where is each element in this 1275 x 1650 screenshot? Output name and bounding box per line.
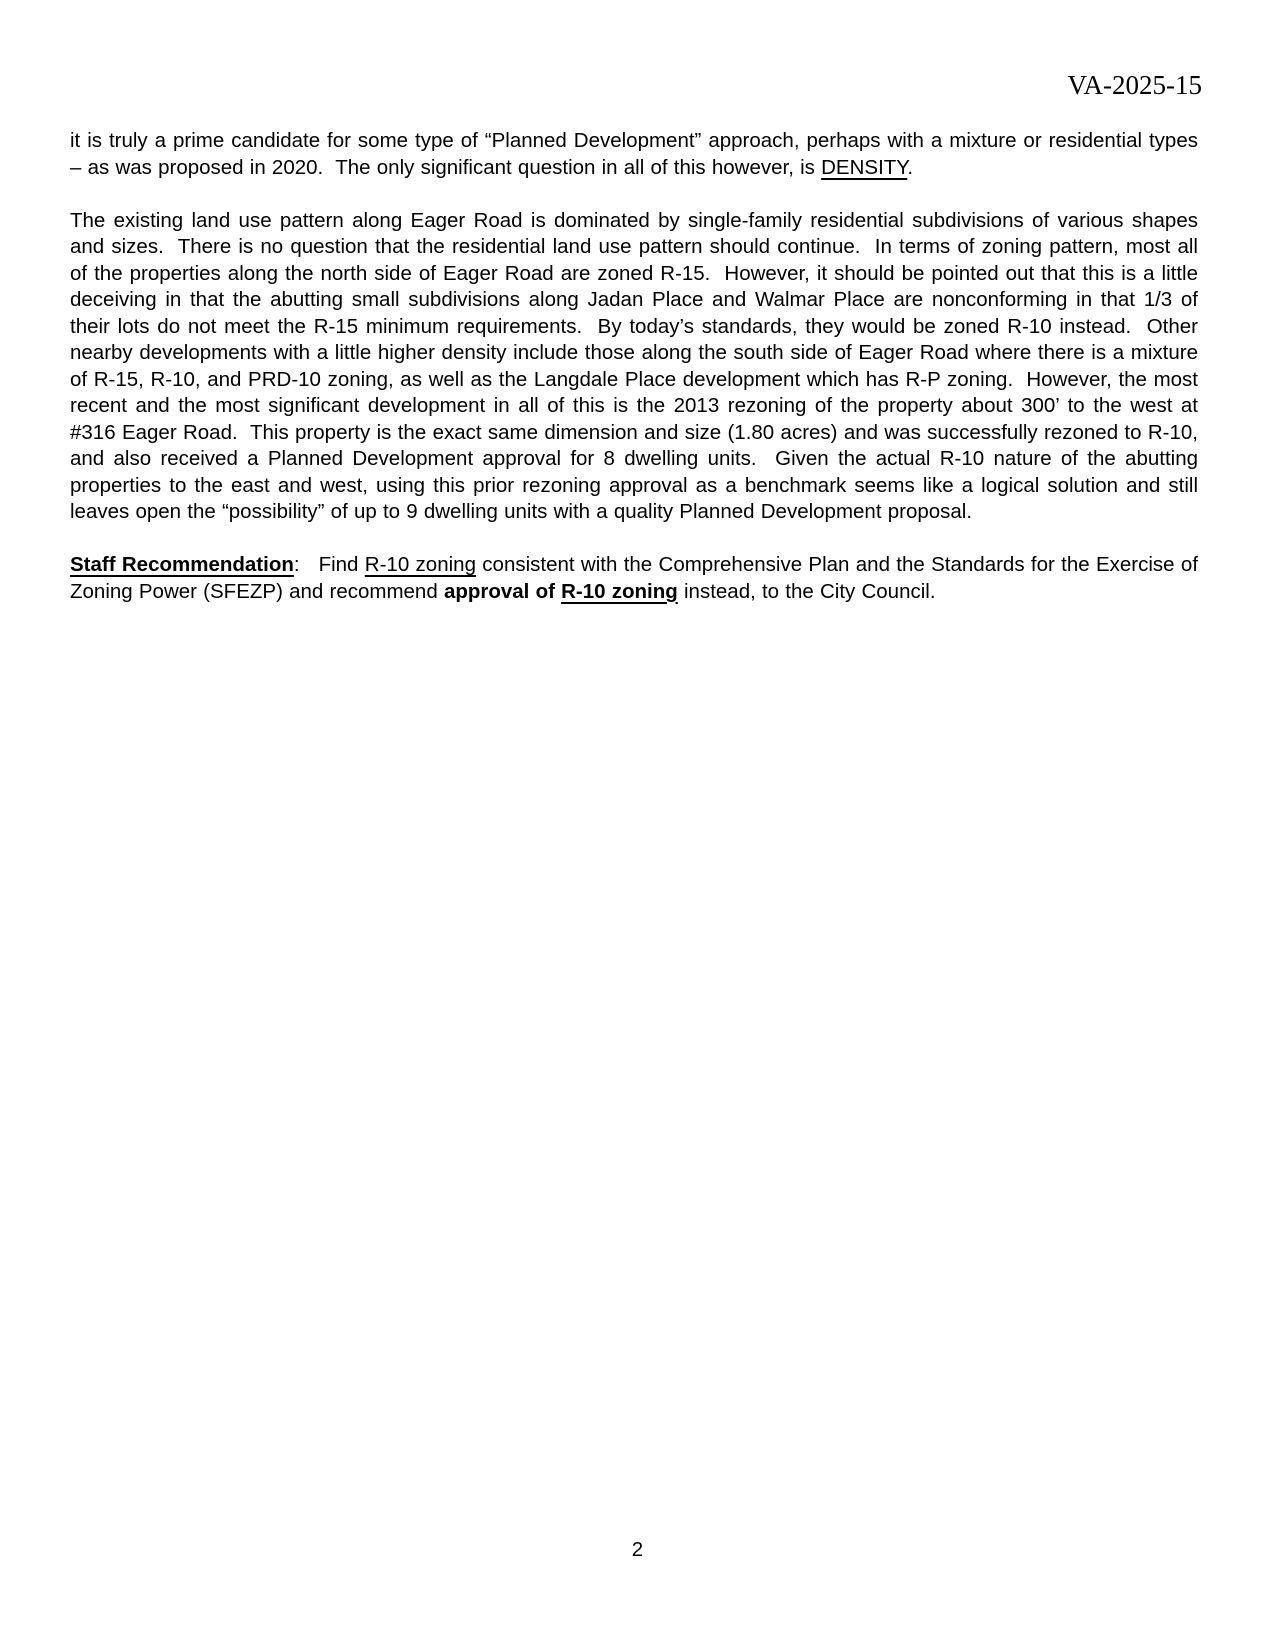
text-run: DENSITY (821, 155, 908, 179)
text-run: consistent with the Comprehensive Plan and the Standards for the Exercise of Zoning Power (SFEZP) and recommend (70, 553, 1205, 603)
document-body (70, 128, 1205, 632)
text-run: . (907, 155, 914, 179)
text-run: instead, to the City Council. (677, 579, 936, 603)
text-run: R-10 zoning (561, 579, 678, 603)
text-run: Find (318, 553, 365, 576)
text-run: : (293, 553, 319, 576)
case-number: VA-2025-15 (1067, 70, 1202, 100)
page-number: 2 (631, 1538, 644, 1561)
text-run: R-10 zoning (364, 553, 476, 576)
text-run: approval of (443, 579, 562, 603)
text-run: it is truly a prime candidate for some type of “Planned Development” approach, perhaps with a mixture or residential types – as was proposed in 2020. The only significant question in all of this however, is (70, 129, 1205, 179)
text-run: Staff Recommendation (70, 553, 294, 576)
text-run: The existing land use pattern along Eager Road is dominated by single-family residential subdivisions of various shapes and sizes. There is no question that the residential land use pattern should continue. In terms of zoning pattern, most all of the properties along the north side of Eager Road are zoned R-15. However, it should be pointed out that this is a little deceiving in that the abutting small subdivisions along Jadan Place and Walmar Place are nonconforming in that 1/3 of their lots do not meet the R-15 minimum requirements. By today’s standards, they would be zoned R-10 instead. Other nearby developments with a little higher density include those along the south side of Eager Road where there is a mixture of R-15, R-10, and PRD-10 zoning, as well as the Langdale Place development which has R-P zoning. However, the most recent and the most significant development in all of this is the 2013 rezoning of the property about 300’ to the west at #316 Eager Road. This property is the exact same dimension and size (1.80 acres) and was successfully rezoned to R-10, and also received a Planned Development approval for 8 dwelling units. Given the actual R-10 nature of the abutting properties to the east and west, using this prior rezoning approval as a benchmark seems like a logical solution and still leaves open the “possibility” of up to 9 dwelling units with a quality Planned Development proposal. (70, 208, 1205, 523)
paragraph-staff-recommendation (70, 552, 1205, 605)
paragraph-intro (70, 128, 1205, 181)
paragraph-land-use-analysis (70, 208, 1205, 526)
